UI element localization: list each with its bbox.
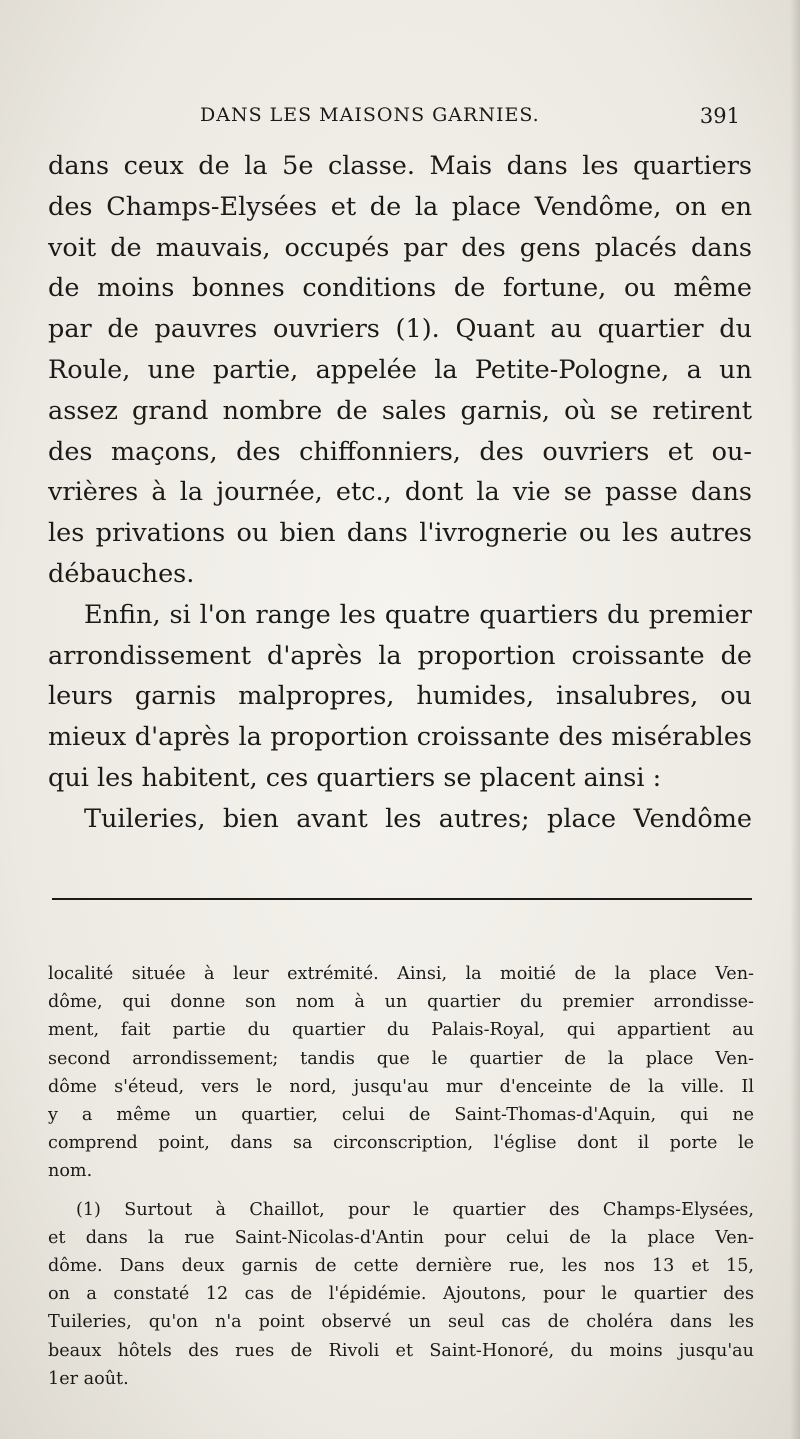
footnote-line: beaux hôtels des rues de Rivoli et Saint-Honoré, du moins jusqu'au xyxy=(48,1340,754,1361)
text-line: des maçons, des chiffonniers, des ouvriers et ou- xyxy=(48,436,752,467)
text-line: de moins bonnes conditions de fortune, ou même xyxy=(48,273,752,304)
footnote-line: ment, fait partie du quartier du Palais-Royal, qui appartient au xyxy=(48,1020,754,1041)
footnote-separator xyxy=(52,898,752,900)
footnote-line: on a constaté 12 cas de l'épidémie. Ajoutons, pour le quartier des xyxy=(48,1284,754,1305)
footnote-continuation xyxy=(48,960,754,1186)
main-text xyxy=(48,146,752,840)
footnote-line: dôme. Dans deux garnis de cette dernière rue, les nos 13 et 15, xyxy=(48,1256,754,1277)
text-line: débauches. xyxy=(48,558,195,589)
text-line: arrondissement d'après la proportion croissante de xyxy=(48,640,752,671)
page-number: 391 xyxy=(699,104,740,128)
footnote-line: second arrondissement; tandis que le quartier de la place Ven- xyxy=(48,1048,754,1069)
text-line: voit de mauvais, occupés par des gens placés dans xyxy=(48,232,752,263)
text-line: Enfin, si l'on range les quatre quartiers du premier xyxy=(84,599,752,630)
text-line: qui les habitent, ces quartiers se placent ainsi : xyxy=(48,762,662,793)
page-header xyxy=(48,104,752,134)
text-line: dans ceux de la 5e classe. Mais dans les quartiers xyxy=(48,151,752,181)
footnote-line: Tuileries, qu'on n'a point observé un seul cas de choléra dans les xyxy=(48,1312,754,1333)
paragraph-1 xyxy=(48,146,752,595)
text-line: assez grand nombre de sales garnis, où se retirent xyxy=(48,395,752,426)
text-line: mieux d'après la proportion croissante des misérables xyxy=(48,722,752,753)
footnotes xyxy=(48,960,754,1393)
paragraph-3 xyxy=(48,799,752,840)
page-edge-shadow xyxy=(790,0,800,1439)
text-line: Tuileries, bien avant les autres; place Vendôme xyxy=(84,803,752,834)
paragraph-2 xyxy=(48,595,752,799)
footnote-line: (1) Surtout à Chaillot, pour le quartier des Champs-Elysées, xyxy=(76,1199,754,1220)
footnote-line: dôme, qui donne son nom à un quartier du premier arrondisse- xyxy=(48,992,754,1013)
footnote-line: et dans la rue Saint-Nicolas-d'Antin pour celui de la place Ven- xyxy=(48,1227,754,1248)
footnote-line: localité située à leur extrémité. Ainsi, la moitié de la place Ven- xyxy=(48,964,754,984)
text-line: les privations ou bien dans l'ivrognerie ou les autres xyxy=(48,518,752,549)
running-head: DANS LES MAISONS GARNIES. xyxy=(200,104,540,126)
text-line: des Champs-Elysées et de la place Vendôme, on en xyxy=(48,191,752,222)
footnote-line: y a même un quartier, celui de Saint-Thomas-d'Aquin, qui ne xyxy=(48,1105,754,1126)
footnote-line: comprend point, dans sa circonscription, l'église dont il porte le xyxy=(48,1133,754,1154)
text-line: vrières à la journée, etc., dont la vie se passe dans xyxy=(48,477,752,508)
footnote-line: dôme s'éteud, vers le nord, jusqu'au mur d'enceinte de la ville. Il xyxy=(48,1076,754,1097)
text-line: Roule, une partie, appelée la Petite-Pologne, a un xyxy=(48,354,752,385)
footnote-line: nom. xyxy=(48,1161,93,1182)
footnote-line: 1er août. xyxy=(48,1368,129,1389)
text-line: leurs garnis malpropres, humides, insalubres, ou xyxy=(48,681,752,712)
text-line: par de pauvres ouvriers (1). Quant au quartier du xyxy=(48,314,752,345)
footnote-1 xyxy=(48,1196,754,1393)
